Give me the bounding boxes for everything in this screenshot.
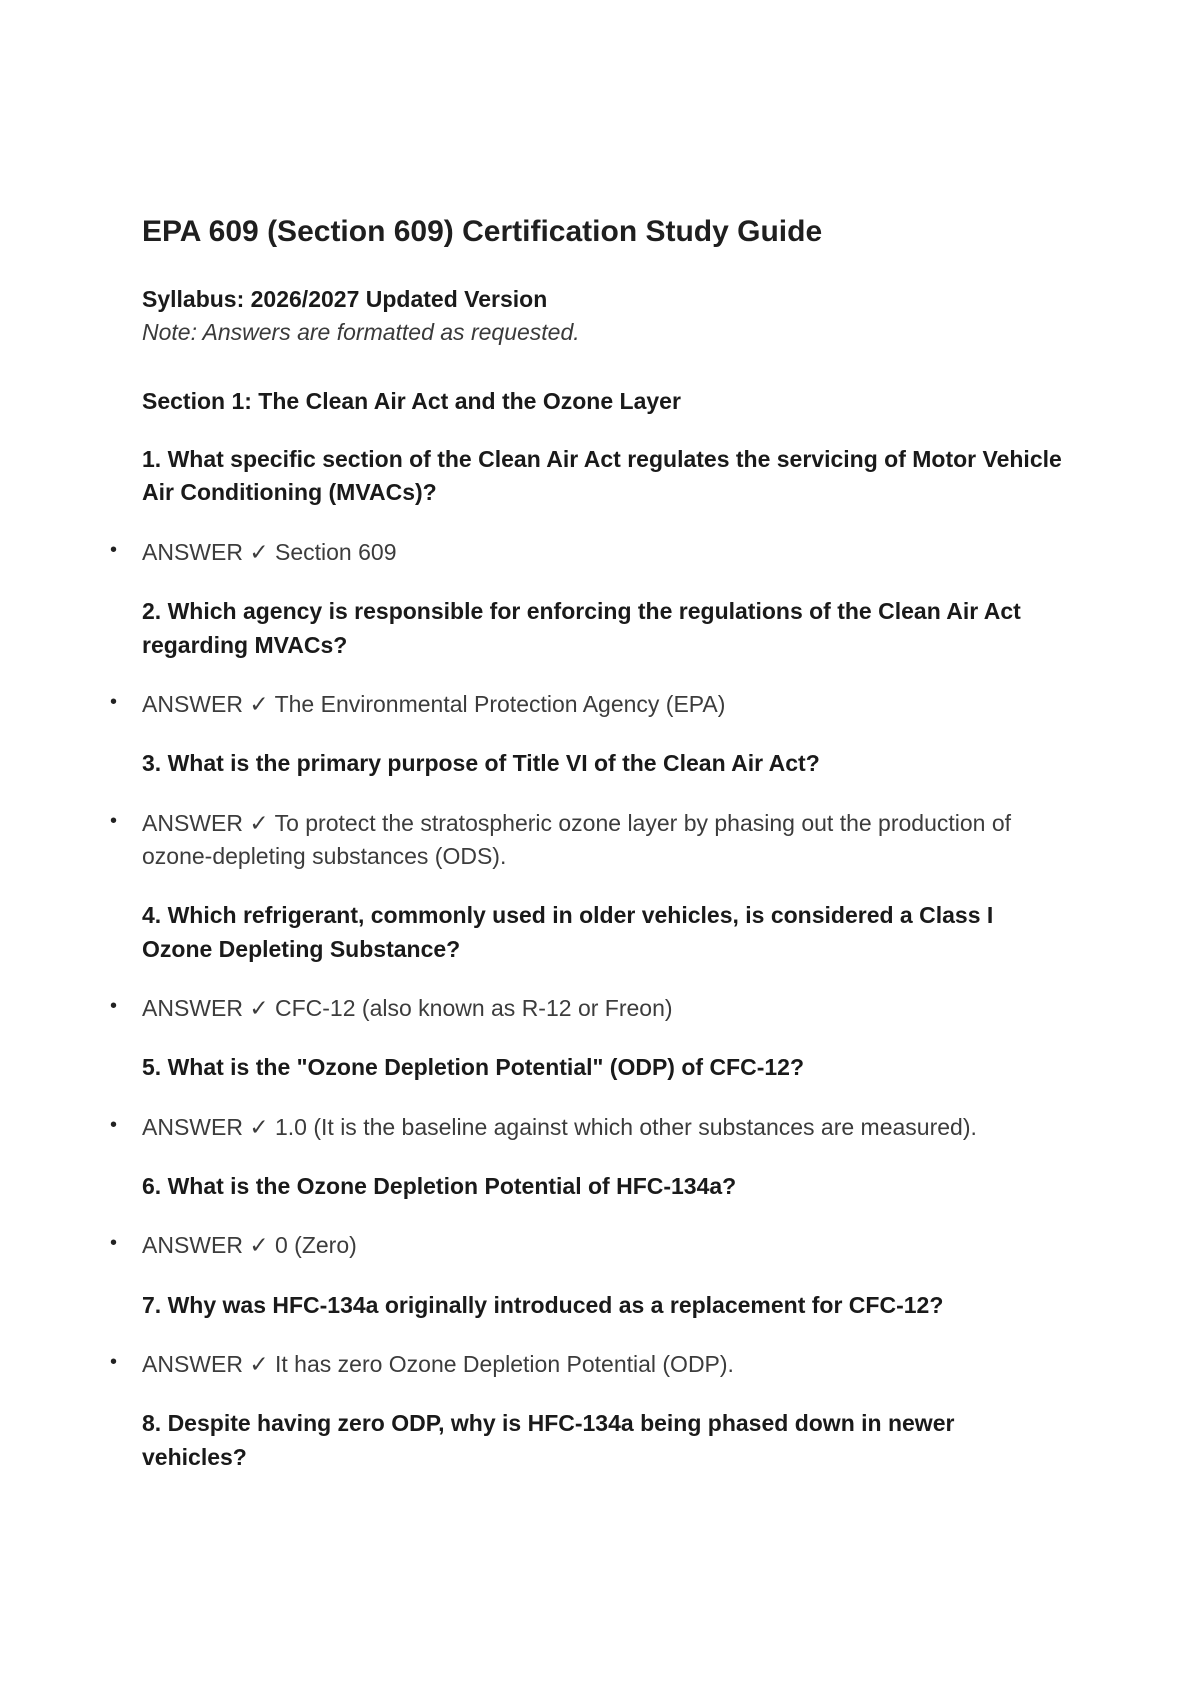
bullet-icon: • — [110, 1113, 118, 1136]
question-5: 5. What is the "Ozone Depletion Potential" (ODP) of CFC-12? — [142, 1054, 805, 1081]
question-3: 3. What is the primary purpose of Title VI of the Clean Air Act? — [142, 750, 820, 777]
answer-text: ANSWER ✓ The Environmental Protection Agency (EPA) — [142, 690, 726, 717]
document-title: EPA 609 (Section 609) Certification Study Guide — [142, 215, 823, 248]
note-line: Note: Answers are formatted as requested. — [142, 319, 580, 346]
answer-text: ANSWER ✓ To protect the stratospheric ozone layer by phasing out the production of ozone-depleting substances (ODS). — [142, 809, 1012, 869]
answer-2 — [110, 688, 1062, 721]
document-page — [110, 214, 1062, 1500]
answer-4 — [110, 992, 1062, 1025]
question-2: 2. Which agency is responsible for enforcing the regulations of the Clean Air Act regarding MVACs? — [142, 598, 1021, 658]
syllabus-line: Syllabus: 2026/2027 Updated Version — [142, 286, 548, 312]
answer-text: ANSWER ✓ 0 (Zero) — [142, 1232, 357, 1259]
question-8: 8. Despite having zero ODP, why is HFC-134a being phased down in newer vehicles? — [142, 1410, 955, 1470]
answer-3 — [110, 807, 1062, 874]
bullet-icon: • — [110, 690, 118, 713]
answer-1 — [110, 536, 1062, 569]
answer-text: ANSWER ✓ It has zero Ozone Depletion Potential (ODP). — [142, 1350, 734, 1377]
bullet-icon: • — [110, 809, 118, 832]
answer-6 — [110, 1229, 1062, 1262]
answer-text: ANSWER ✓ Section 609 — [142, 538, 397, 565]
question-1: 1. What specific section of the Clean Air Act regulates the servicing of Motor Vehicle Air Conditioning (MVACs)? — [142, 446, 1062, 506]
answer-7 — [110, 1348, 1062, 1381]
qa-list — [110, 443, 1062, 1474]
bullet-icon: • — [110, 1232, 118, 1255]
bullet-icon: • — [110, 1350, 118, 1373]
question-6: 6. What is the Ozone Depletion Potential of HFC-134a? — [142, 1172, 737, 1199]
bullet-icon: • — [110, 994, 118, 1017]
question-4: 4. Which refrigerant, commonly used in older vehicles, is considered a Class I Ozone Depleting Substance? — [142, 902, 994, 962]
answer-text: ANSWER ✓ 1.0 (It is the baseline against which other substances are measured). — [142, 1113, 977, 1140]
answer-5 — [110, 1111, 1062, 1144]
question-7: 7. Why was HFC-134a originally introduced as a replacement for CFC-12? — [142, 1291, 944, 1318]
answer-text: ANSWER ✓ CFC-12 (also known as R-12 or Freon) — [142, 994, 673, 1021]
bullet-icon: • — [110, 538, 118, 561]
section-heading: Section 1: The Clean Air Act and the Ozone Layer — [142, 388, 681, 415]
